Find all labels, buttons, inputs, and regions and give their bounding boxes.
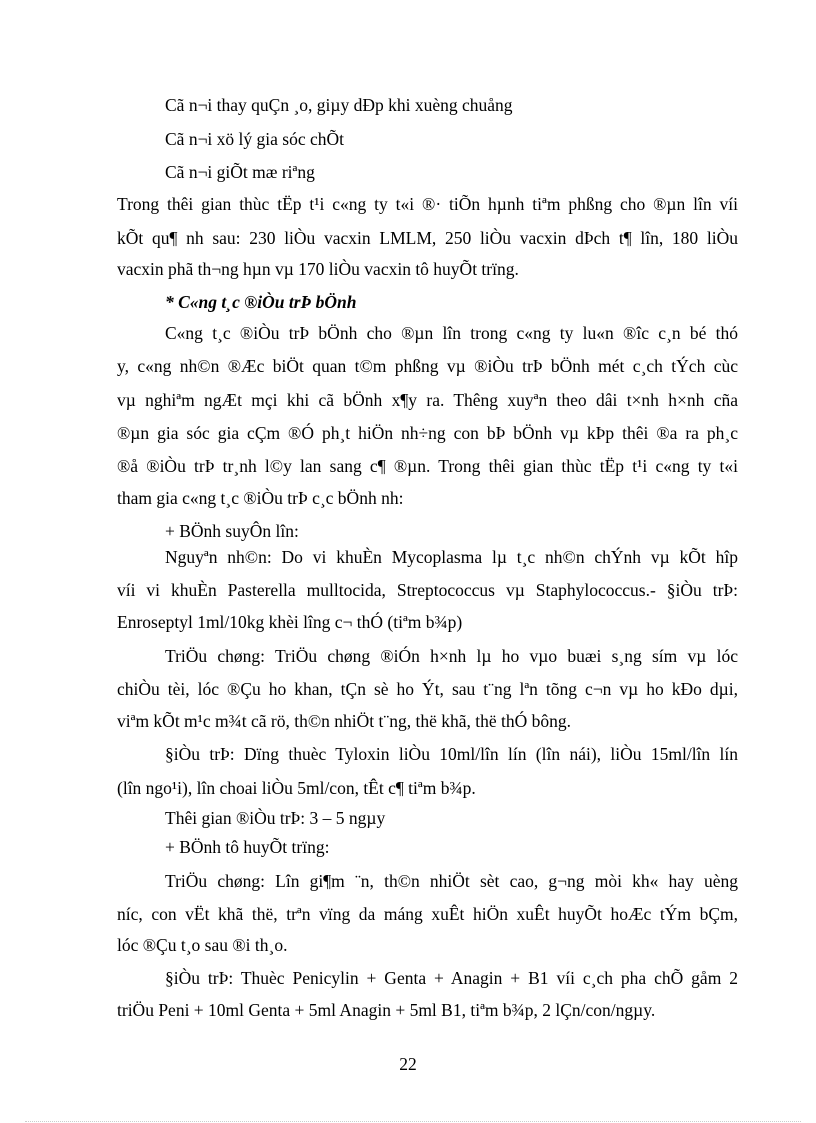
text-line: Cã n¬i thay quÇn ¸o, giµy dÐp khi xuèng chuång bbox=[165, 95, 513, 115]
text-line: y, c«ng nh©n ®Æc biÖt quan t©m phßng vµ ®iÒu trÞ bÖnh mét c¸ch tÝch cùc bbox=[117, 356, 738, 376]
text-line: níc, con vËt khã thë, trªn vïng da máng xuÊt hiÖn xuÊt huyÕt hoÆc tÝm bÇm, bbox=[117, 904, 738, 924]
text-line: chiÒu tèi, lóc ®Çu ho khan, tÇn sè ho Ýt, sau t¨ng lªn tõng c¬n vµ ho kÐo dµi, bbox=[117, 679, 738, 699]
text-line: Enroseptyl 1ml/10kg khèi lîng c¬ thÓ (tiªm b¾p) bbox=[117, 612, 463, 632]
text-line: lóc ®Çu t¸o sau ®i th¸o. bbox=[117, 935, 288, 955]
text-line: §iÒu trÞ: Thuèc Penicylin + Genta + Anagin + B1 víi c¸ch pha chÕ gåm 2 bbox=[165, 968, 738, 988]
text-line: §iÒu trÞ: Dïng thuèc Tyloxin liÒu 10ml/lîn lín (lîn nái), liÒu 15ml/lîn lín bbox=[165, 744, 738, 764]
text-line: kÕt qu¶ nh sau: 230 liÒu vacxin LMLM, 250 liÒu vacxin dÞch t¶ lîn, 180 liÒu bbox=[117, 228, 738, 248]
text-line: Trong thêi gian thùc tËp t¹i c«ng ty t«i ®· tiÕn hµnh tiªm phßng cho ®µn lîn víi bbox=[117, 194, 738, 214]
text-line: triÖu Peni + 10ml Genta + 5ml Anagin + 5ml B1, tiªm b¾p, 2 lÇn/con/ngµy. bbox=[117, 1000, 656, 1020]
text-line: víi vi khuÈn Pasterella mulltocida, Streptococcus vµ Staphylococcus.- §iÒu trÞ: bbox=[117, 580, 738, 600]
text-line: C«ng t¸c ®iÒu trÞ bÖnh cho ®µn lîn trong c«ng ty lu«n ®îc c¸n bé thó bbox=[165, 323, 738, 343]
section-heading: * C«ng t¸c ®iÒu trÞ bÖnh bbox=[165, 292, 357, 312]
text-line: Thêi gian ®iÒu trÞ: 3 – 5 ngµy bbox=[165, 808, 386, 828]
text-line: ®å ®iÒu trÞ tr¸nh l©y lan sang c¶ ®µn. Trong thêi gian thùc tËp t¹i c«ng ty t«i bbox=[117, 456, 738, 476]
text-line: TriÖu chøng: Lîn gi¶m ¨n, th©n nhiÖt sèt cao, g¬ng mòi kh« hay uèng bbox=[165, 871, 738, 891]
text-line: ®µn gia sóc gia cÇm ®Ó ph¸t hiÖn nh÷ng con bÞ bÖnh vµ kÞp thêi ®a ra ph¸c bbox=[117, 423, 738, 443]
text-line: (lîn ngo¹i), lîn choai liÒu 5ml/con, tÊt c¶ tiªm b¾p. bbox=[117, 778, 476, 798]
text-line: vµ nghiªm ngÆt mçi khi cã bÖnh x¶y ra. Thêng xuyªn theo dâi t×nh h×nh cña bbox=[117, 390, 738, 410]
text-line: viªm kÕt m¹c m¾t cã rö, th©n nhiÖt t¨ng, thë khã, thë thÓ bông. bbox=[117, 711, 572, 731]
text-line: + BÖnh tô huyÕt trïng: bbox=[165, 837, 330, 857]
text-line: + BÖnh suyÔn lîn: bbox=[165, 521, 299, 541]
text-line: Cã n¬i xö lý gia sóc chÕt bbox=[165, 129, 345, 149]
text-line: tham gia c«ng t¸c ®iÒu trÞ c¸c bÖnh nh: bbox=[117, 488, 404, 508]
page-break-divider bbox=[25, 1121, 801, 1122]
text-line: vacxin phã th¬ng hµn vµ 170 liÒu vacxin tô huyÕt trïng. bbox=[117, 259, 519, 279]
text-line: TriÖu chøng: TriÖu chøng ®iÓn h×nh lµ ho vµo buæi s¸ng sím vµ lóc bbox=[165, 646, 738, 666]
text-line: Cã n¬i giÕt mæ riªng bbox=[165, 162, 315, 182]
page-number: 22 bbox=[399, 1054, 417, 1074]
text-line: Nguyªn nh©n: Do vi khuÈn Mycoplasma lµ t¸c nh©n chÝnh vµ kÕt hîp bbox=[165, 547, 738, 567]
